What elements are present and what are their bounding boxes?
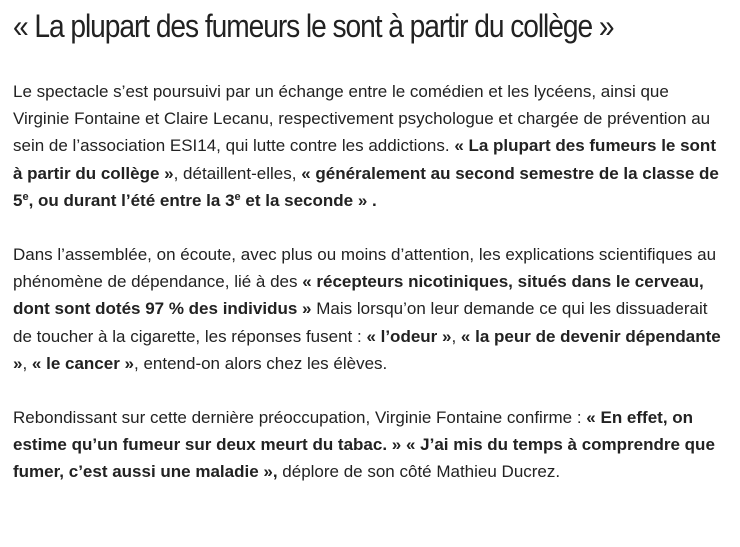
- paragraph-2: [13, 241, 728, 377]
- quote-maladie: « En effet, on estime qu’un fumeur sur deux meurt du tabac. » « J’ai mis du temps à comprendre que fumer, c’est aussi une maladie »,: [13, 408, 715, 482]
- quote-college: « La plupart des fumeurs le sont à partir du collège »: [13, 136, 716, 183]
- article-body: [13, 0, 728, 486]
- quote-odeur: « l’odeur »: [366, 326, 452, 346]
- paragraph-2-text-1: Dans l’assemblée, on écoute, avec plus ou moins d’attention, les explications scientifiques au phénomène de dépendance, lié à des: [13, 245, 717, 292]
- quote-semester-part-1: « généralement au second semestre de la classe de 5: [13, 163, 719, 210]
- separator-2: ,: [22, 353, 32, 373]
- paragraph-2-text-3: , entend-on alors chez les élèves.: [134, 353, 388, 373]
- superscript-e-1: e: [22, 190, 29, 203]
- paragraph-1-text-2: , détaillent-elles,: [173, 163, 302, 183]
- quote-cancer: « le cancer »: [31, 353, 134, 373]
- quote-semester-part-2: , ou durant l’été entre la 3: [28, 190, 235, 210]
- separator-1: ,: [451, 326, 461, 346]
- paragraph-3-text-2: déplore de son côté Mathieu Ducrez.: [277, 462, 561, 482]
- paragraph-3: [13, 404, 728, 486]
- paragraph-1: [13, 78, 728, 214]
- quote-semester-part-3: et la seconde » .: [240, 190, 377, 210]
- paragraph-1-text-1: Le spectacle s’est poursuivi par un échange entre le comédien et les lycéens, ainsi que Virginie Fontaine et Claire Lecanu, respectivement psychologue et chargée de prévention au sein de l’association ESI14, qui lutte contre les addictions.: [13, 82, 711, 156]
- superscript-e-2: e: [234, 190, 241, 203]
- paragraph-3-text-1: Rebondissant sur cette dernière préoccupation, Virginie Fontaine confirme :: [13, 408, 587, 428]
- quote-receptors: « récepteurs nicotiniques, situés dans le cerveau, dont sont dotés 97 % des individus »: [13, 272, 704, 319]
- paragraph-2-text-2: Mais lorsqu’on leur demande ce qui les dissuaderait de toucher à la cigarette, les réponses fusent :: [13, 299, 708, 346]
- quote-peur: « la peur de devenir dépendante »: [13, 326, 721, 373]
- article-headline: « La plupart des fumeurs le sont à partir du collège »: [13, 8, 614, 44]
